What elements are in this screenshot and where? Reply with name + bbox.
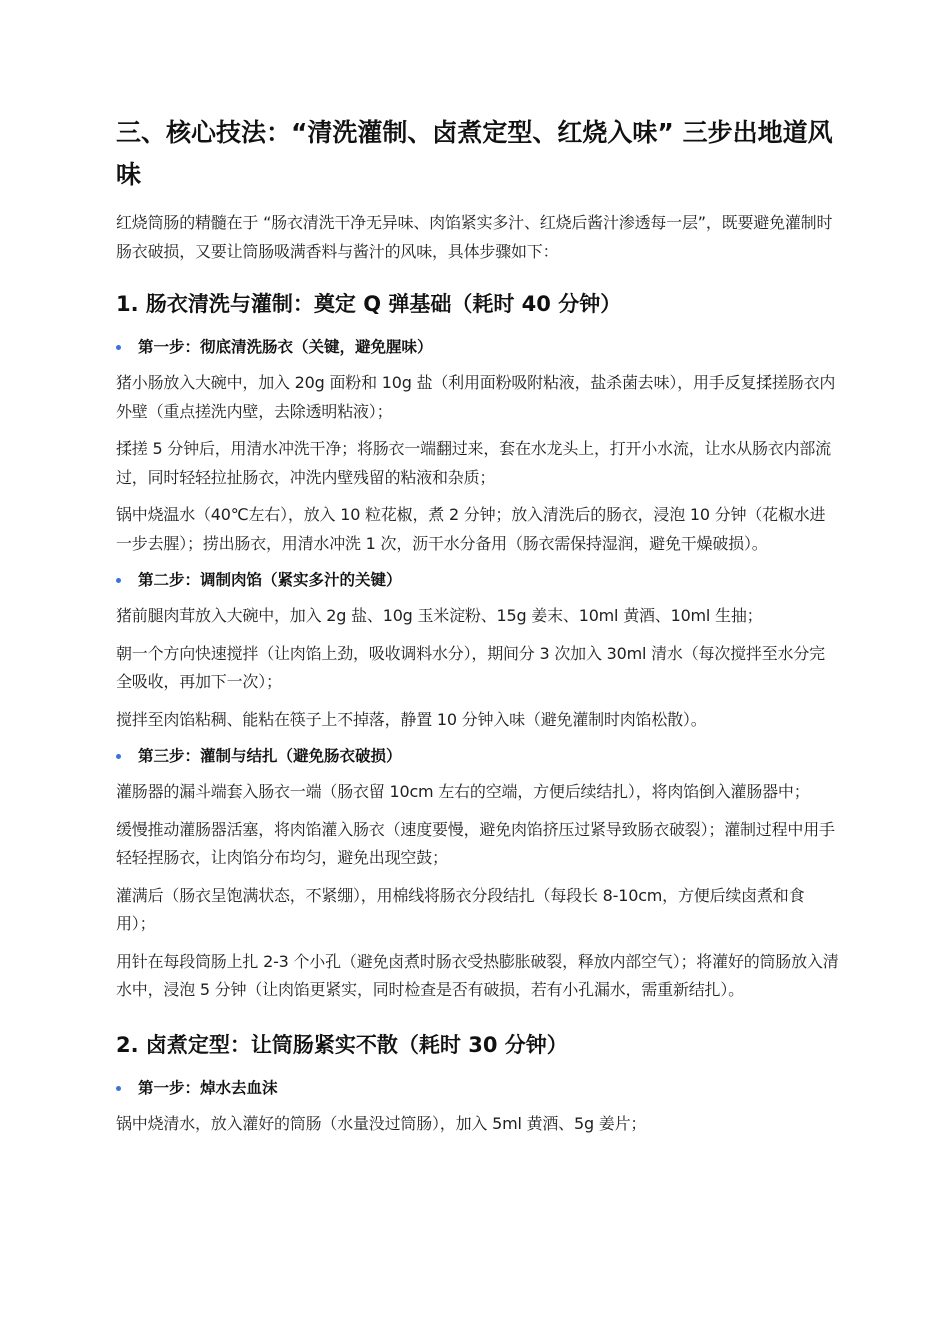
step-label <box>116 743 840 769</box>
step-paragraph: 猪前腿肉茸放入大碗中，加入 2g 盐、10g 玉米淀粉、15g 姜末、10ml 黄酒、10ml 生抽； <box>116 606 763 625</box>
step-paragraph: 猪小肠放入大碗中，加入 20g 面粉和 10g 盐（利用面粉吸附粘液，盐杀菌去味），用手反复揉搓肠衣内外壁（重点搓洗内壁，去除透明粘液）； <box>116 373 836 421</box>
document-page <box>116 112 840 1147</box>
section-heading: 2. 卤煮定型：让筒肠紧实不散（耗时 30 分钟） <box>116 1032 568 1057</box>
step-label-text: 第二步：调制肉馅（紧实多汁的关键） <box>138 571 402 589</box>
step-label-text: 第三步：灌制与结扎（避免肠衣破损） <box>138 747 402 765</box>
step-label <box>116 1075 840 1101</box>
step-paragraph: 灌肠器的漏斗端套入肠衣一端（肠衣留 10cm 左右的空端，方便后续结扎），将肉馅倒入灌肠器中； <box>116 782 810 801</box>
step-paragraph: 缓慢推动灌肠器活塞，将肉馅灌入肠衣（速度要慢，避免肉馅挤压过紧导致肠衣破裂）；灌制过程中用手轻轻捏肠衣，让肉馅分布均匀，避免出现空鼓； <box>116 819 835 867</box>
bullet-icon <box>116 1086 121 1091</box>
bullet-icon <box>116 345 121 350</box>
step-paragraph: 搅拌至肉馅粘稠、能粘在筷子上不掉落，静置 10 分钟入味（避免灌制时肉馅松散）。 <box>116 709 707 729</box>
step-paragraph: 揉搓 5 分钟后，用清水冲洗干净；将肠衣一端翻过来，套在水龙头上，打开小水流，让水从肠衣内部流过，同时轻轻拉扯肠衣，冲洗内壁残留的粘液和杂质； <box>116 439 831 487</box>
bullet-icon <box>116 578 121 583</box>
bullet-icon <box>116 754 121 759</box>
page-title: 三、核心技法：“清洗灌制、卤煮定型、红烧入味” 三步出地道风味 <box>116 118 833 189</box>
step-label <box>116 334 840 360</box>
step-paragraph: 锅中烧温水（40℃左右），放入 10 粒花椒，煮 2 分钟；放入清洗后的肠衣，浸泡 10 分钟（花椒水进一步去腥）；捞出肠衣，用清水冲洗 1 次，沥干水分备用（肠衣需保持湿润，避免干燥破损）。 <box>116 505 826 553</box>
step-paragraph: 朝一个方向快速搅拌（让肉馅上劲，吸收调料水分），期间分 3 次加入 30ml 清水（每次搅拌至水分完全吸收，再加下一次）； <box>116 643 825 691</box>
step-label-text: 第一步：焯水去血沫 <box>138 1078 278 1097</box>
step-paragraph: 用针在每段筒肠上扎 2-3 个小孔（避免卤煮时肠衣受热膨胀破裂，释放内部空气）；将灌好的筒肠放入清水中，浸泡 5 分钟（让肉馅更紧实，同时检查是否有破损，若有小孔漏水，需重新结扎）。 <box>116 951 839 999</box>
step-label <box>116 567 840 593</box>
section-heading: 1. 肠衣清洗与灌制：奠定 Q 弹基础（耗时 40 分钟） <box>116 292 622 316</box>
step-paragraph: 锅中烧清水，放入灌好的筒肠（水量没过筒肠），加入 5ml 黄酒、5g 姜片； <box>116 1113 647 1133</box>
step-label-text: 第一步：彻底清洗肠衣（关键，避免腥味） <box>138 338 433 356</box>
intro-paragraph: 红烧筒肠的精髓在于 “肠衣清洗干净无异味、肉馅紧实多汁、红烧后酱汁渗透每一层”，既要避免灌制时肠衣破损，又要让筒肠吸满香料与酱汁的风味，具体步骤如下： <box>116 213 833 261</box>
step-paragraph: 灌满后（肠衣呈饱满状态，不紧绷），用棉线将肠衣分段结扎（每段长 8-10cm，方便后续卤煮和食用）； <box>116 885 805 933</box>
